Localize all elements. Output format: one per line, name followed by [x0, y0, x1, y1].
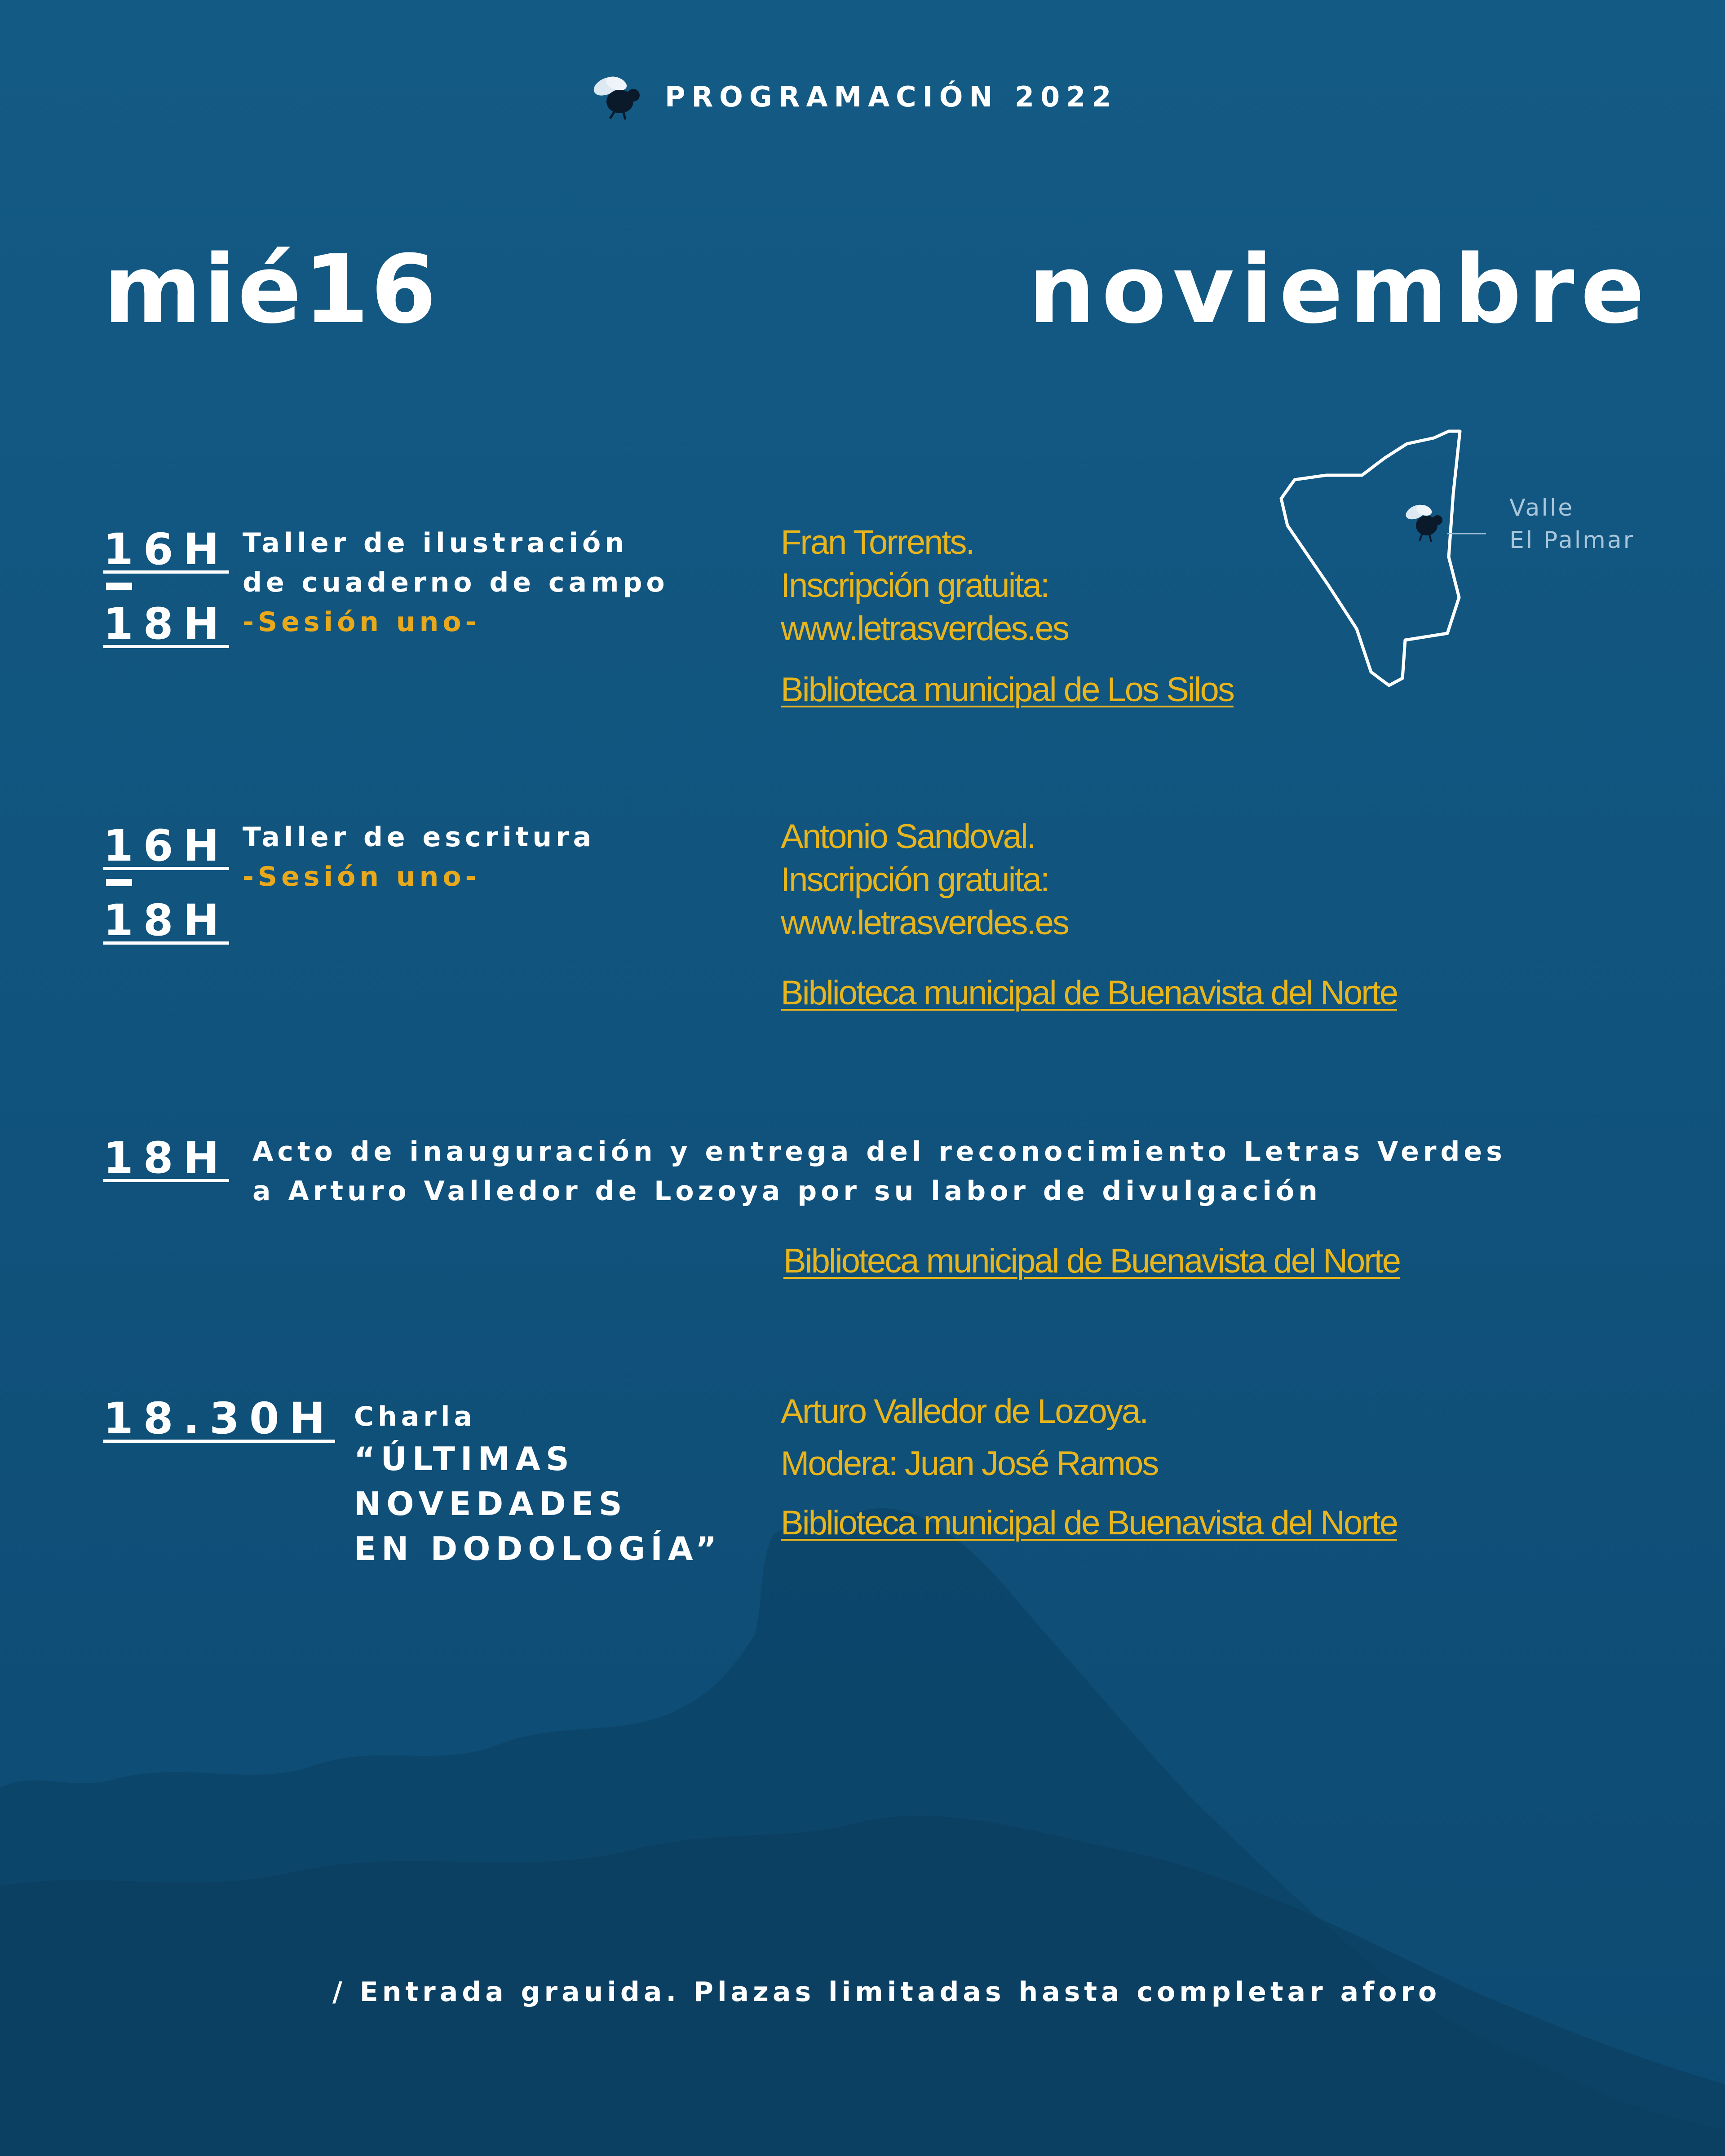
- start-time: 16H: [103, 524, 229, 574]
- event-info: [781, 815, 1397, 1015]
- event-title-line: Taller de ilustración: [243, 527, 628, 559]
- event-time: [103, 821, 229, 945]
- end-time: 18H: [103, 895, 229, 945]
- event-title-block: [243, 523, 669, 642]
- bee-icon: [588, 72, 647, 121]
- event-info-line: Inscripción gratuita:: [781, 566, 1048, 605]
- event-title-line: Acto de inauguración y entrega del reconocimiento Letras Verdes: [252, 1136, 1506, 1167]
- event-info: [781, 1390, 1397, 1545]
- location-map: [1271, 422, 1487, 701]
- event-info-line: Arturo Valledor de Lozoya.: [781, 1392, 1148, 1431]
- event-time: [103, 1393, 335, 1444]
- bee-icon: [1403, 502, 1442, 542]
- event-title-line: NOVEDADES: [354, 1485, 628, 1523]
- time-separator: [106, 879, 132, 886]
- map-label: [1509, 492, 1635, 557]
- event-info-line: Antonio Sandoval.: [781, 817, 1035, 856]
- event-time: [103, 524, 229, 649]
- venue-link[interactable]: Biblioteca municipal de Buenavista del Norte: [781, 974, 1397, 1012]
- start-time: 18H: [103, 1133, 229, 1183]
- start-time: 16H: [103, 821, 229, 871]
- event-title-line: a Arturo Valledor de Lozoya por su labor de divulgación: [252, 1175, 1322, 1207]
- footer-note: / Entrada grauida. Plazas limitadas hasta completar aforo: [332, 1976, 1441, 2008]
- map-label-line1: Valle: [1509, 495, 1575, 521]
- start-time: 18.30H: [103, 1393, 335, 1444]
- event-title-line: de cuaderno de campo: [243, 567, 669, 598]
- map-label-line2: El Palmar: [1509, 527, 1635, 554]
- program-title: PROGRAMACIÓN 2022: [665, 80, 1118, 113]
- venue-link[interactable]: Biblioteca municipal de Buenavista del Norte: [781, 1504, 1397, 1542]
- event-info-line: Fran Torrents.: [781, 523, 974, 561]
- event-info-line: www.letrasverdes.es: [781, 904, 1068, 942]
- event-session: -Sesión uno-: [243, 861, 481, 892]
- event-title-line: “ÚLTIMAS: [354, 1440, 575, 1478]
- end-time: 18H: [103, 599, 229, 649]
- event-month: noviembre: [1028, 234, 1651, 345]
- venue-link[interactable]: Biblioteca municipal de Buenavista del Norte: [783, 1242, 1400, 1280]
- event-day: mié16: [103, 234, 438, 345]
- event-info-line: www.letrasverdes.es: [781, 610, 1068, 648]
- event-info: [781, 521, 1234, 711]
- header: [588, 72, 1118, 121]
- event-session: -Sesión uno-: [243, 606, 481, 638]
- event-title-block: [354, 1397, 722, 1571]
- island-outline-map: [1271, 422, 1487, 701]
- event-info: [783, 1240, 1400, 1283]
- event-time: [103, 1133, 229, 1183]
- event-title-line: EN DODOLOGÍA”: [354, 1530, 722, 1568]
- event-info-line: Inscripción gratuita:: [781, 861, 1048, 899]
- time-separator: [106, 583, 132, 590]
- event-info-line: Modera: Juan José Ramos: [781, 1445, 1158, 1483]
- event-kicker: Charla: [354, 1401, 476, 1432]
- venue-link[interactable]: Biblioteca municipal de Los Silos: [781, 671, 1234, 709]
- event-title-block: [252, 1132, 1506, 1211]
- event-title-block: [243, 817, 595, 897]
- event-title-line: Taller de escritura: [243, 822, 596, 853]
